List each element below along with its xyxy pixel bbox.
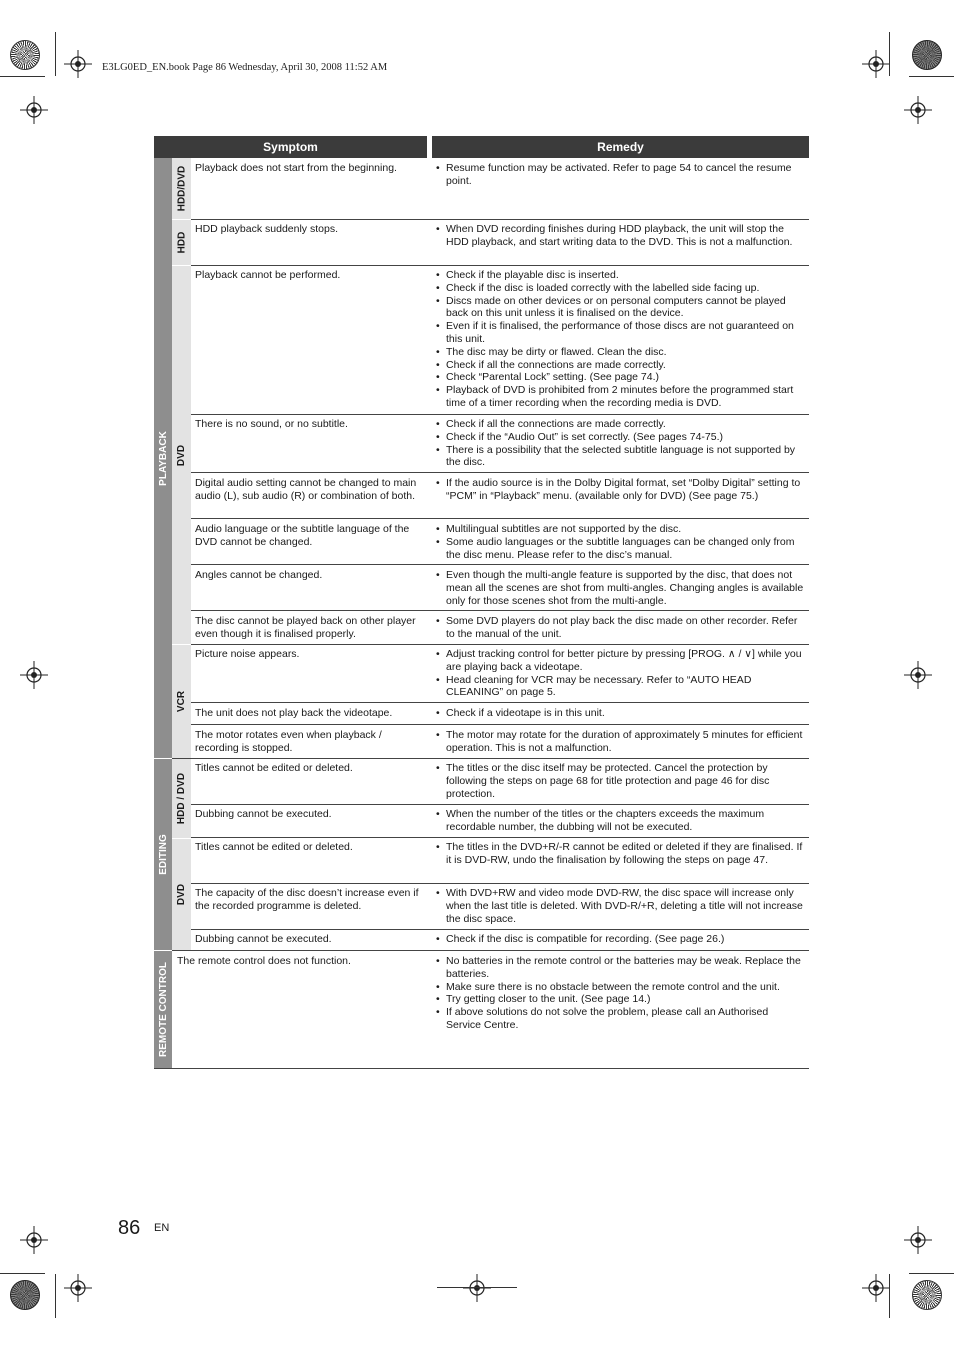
remedy-cell [436,808,806,834]
remedy-item: • Check if a videotape is in this unit. [436,707,806,720]
remedy-item: • If above solutions do not solve the problem, please call an Authorised Service Centre. [436,1006,806,1032]
remedy-item: • Playback of DVD is prohibited from 2 minutes before the programmed start time of a timer recording when the recording media is DVD. [436,384,806,410]
symptom-text: Titles cannot be edited or deleted. [195,762,353,774]
remedy-cell [436,841,806,867]
remedy-item: • The disc may be dirty or flawed. Clean the disc. [436,346,806,359]
remedy-cell [436,269,806,410]
remedy-cell [436,933,806,946]
row-divider [191,610,809,611]
symptom-text: Picture noise appears. [195,648,300,660]
category-playback [154,158,172,758]
remedy-item: • Check if all the connections are made correctly. [436,418,806,431]
remedy-item: • Check “Parental Lock” setting. (See page 74.) [436,371,806,384]
symptom-text: The motor rotates even when playback / recording is stopped. [195,729,382,754]
page-header: E3LG0ED_EN.book Page 86 Wednesday, April 30, 2008 11:52 AM [102,62,388,73]
remedy-item: • Try getting closer to the unit. (See page 14.) [436,993,806,1006]
row-divider [172,758,809,759]
symptom-text: The remote control does not function. [177,955,351,967]
category-editing [154,759,172,950]
print-registration-burst [10,1280,40,1310]
remedy-item: • Check if the disc is compatible for recording. (See page 26.) [436,933,806,946]
remedy-item: • When the number of the titles or the chapters exceeds the maximum recordable number, the dubbing will not be executed. [436,808,806,834]
symptom-text: The unit does not play back the videotape. [195,707,393,719]
symptom-text: HDD playback suddenly stops. [195,223,338,235]
trim-line [909,1273,954,1274]
symptom-text: Angles cannot be changed. [195,569,323,581]
row-divider [191,518,809,519]
remedy-item: • Resume function may be activated. Refer to page 54 to cancel the resume point. [436,162,806,188]
print-registration-burst [912,40,942,70]
remedy-cell [436,569,806,607]
remedy-item: • Check if the disc is loaded correctly with the labelled side facing up. [436,282,806,295]
remedy-cell [436,648,806,699]
trim-line [55,32,56,76]
symptom-text: Playback cannot be performed. [195,269,341,281]
symptom-text: Playback does not start from the beginning. [195,162,397,174]
remedy-cell [436,477,806,503]
category-label: PLAYBACK [157,430,169,486]
trim-line [889,32,890,76]
remedy-cell [436,523,806,561]
subcategory-label: HDD/DVD [176,165,187,212]
crosshair-icon [20,96,48,124]
row-divider [191,265,809,266]
remedy-cell [436,762,806,800]
print-registration-burst [912,1280,942,1310]
print-registration-burst [10,40,40,70]
trim-line [55,1274,56,1318]
remedy-item: • Head cleaning for VCR may be necessary. Refer to “AUTO HEAD CLEANING” on page 5. [436,674,806,700]
symptom-text: Dubbing cannot be executed. [195,808,332,820]
table-bottom-border [154,1068,809,1069]
crosshair-icon [64,50,92,78]
remedy-item: • No batteries in the remote control or the batteries may be weak. Replace the batteries. [436,955,806,981]
row-divider [191,804,809,805]
crosshair-icon [463,1274,491,1302]
symptom-text: The disc cannot be played back on other player even though it is finalised properly. [195,615,416,640]
page-number: 86 [118,1217,141,1239]
trim-line [0,1273,45,1274]
row-divider [191,883,809,884]
subcategory-label: DVD [176,883,187,906]
crosshair-icon [20,661,48,689]
remedy-cell [436,887,806,925]
remedy-item: • Multilingual subtitles are not supported by the disc. [436,523,806,536]
row-divider [191,837,809,838]
subcategory-label: HDD / DVD [176,772,187,825]
remedy-item: • Even though the multi-angle feature is supported by the disc, that does not mean all the scenes are shot from multi-angles. Changing angles is available only for those scenes shot from the multi-angle. [436,569,806,607]
remedy-item: • Some audio languages or the subtitle languages can be changed only from the disc menu. Please refer to the disc’s manual. [436,536,806,562]
remedy-cell [436,418,806,469]
trim-line [909,76,954,77]
crosshair-icon [904,96,932,124]
remedy-item: • The motor may rotate for the duration of approximately 5 minutes for efficient operation. This is not a malfunction. [436,729,806,755]
trim-line [0,76,45,77]
row-divider [191,414,809,415]
remedy-item: • Check if all the connections are made correctly. [436,359,806,372]
remedy-item: • Make sure there is no obstacle between the remote control and the unit. [436,981,806,994]
crosshair-icon [904,661,932,689]
row-divider [191,724,809,725]
crosshair-icon [862,50,890,78]
remedy-cell [436,223,806,249]
subcategory-label: HDD [176,231,188,254]
remedy-item: • With DVD+RW and video mode DVD-RW, the disc space will increase only when the last title is deleted. With DVD-R/+R, deleting a title will not increase the disc space. [436,887,806,925]
subcategory-hdd [172,220,191,265]
category-label: REMOTE CONTROL [157,962,169,1057]
crosshair-icon [64,1274,92,1302]
row-divider [191,644,809,645]
remedy-item: • The titles in the DVD+R/-R cannot be edited or deleted if they are finalised. If it is DVD-RW, undo the finalisation by following the steps on page 47. [436,841,806,867]
remedy-cell [436,955,806,1032]
crosshair-icon [20,1226,48,1254]
subcategory-vcr [172,645,191,758]
row-divider [191,472,809,473]
subcategory-label: DVD [176,444,187,466]
trim-line [889,1274,890,1318]
remedy-item: • Discs made on other devices or on personal computers cannot be played back on this unit unless it is finalised on the device. [436,295,806,321]
remedy-item: • The titles or the disc itself may be protected. Cancel the protection by following the steps on page 68 for title protection and page 46 for disc protection. [436,762,806,800]
row-divider [191,929,809,930]
category-remote-control [154,951,172,1068]
remedy-item: • Adjust tracking control for better picture by pressing [PROG. ∧ / ∨] while you are playing back a videotape. [436,648,806,674]
category-label: EDITING [157,834,169,875]
remedy-item: • When DVD recording finishes during HDD playback, the unit will stop the HDD playback, and start writing data to the DVD. This is not a malfunction. [436,223,806,249]
trim-line [437,1287,517,1288]
remedy-item: • Check if the playable disc is inserted. [436,269,806,282]
symptom-text: There is no sound, or no subtitle. [195,418,348,430]
remedy-item: • Some DVD players do not play back the disc made on other recorder. Refer to the manual of the unit. [436,615,806,641]
remedy-cell [436,729,806,755]
symptom-header: Symptom [154,136,427,158]
row-divider [191,702,809,703]
symptom-text: Audio language or the subtitle language of the DVD cannot be changed. [195,523,410,548]
subcategory-label: VCR [176,690,187,713]
remedy-item: • There is a possibility that the selected subtitle language is not supported by the disc. [436,444,806,470]
subcategory-hdd-dvd-editing [172,759,191,838]
subcategory-dvd [172,266,191,644]
subcategory-dvd-editing [172,839,191,950]
remedy-cell [436,162,806,188]
symptom-text: Titles cannot be edited or deleted. [195,841,353,853]
remedy-item: • Even if it is finalised, the performance of those discs are not guaranteed on this unit. [436,320,806,346]
page-language: EN [154,1222,170,1234]
row-divider [172,950,809,951]
symptom-text: Digital audio setting cannot be changed to main audio (L), sub audio (R) or combination of both. [195,477,417,502]
crosshair-icon [862,1274,890,1302]
remedy-item: • If the audio source is in the Dolby Digital format, set “Dolby Digital” setting to “PCM” in “Playback” menu. (available only for DVD) (See page 75.) [436,477,806,503]
row-divider [191,564,809,565]
remedy-item: • Check if the “Audio Out” is set correctly. (See pages 74-75.) [436,431,806,444]
subcategory-hdd-dvd [172,158,191,219]
symptom-text: Dubbing cannot be executed. [195,933,332,945]
row-divider [191,219,809,220]
remedy-header: Remedy [432,136,809,158]
remedy-cell [436,707,806,720]
symptom-text: The capacity of the disc doesn’t increase even if the recorded programme is deleted. [195,887,419,912]
remedy-cell [436,615,806,641]
crosshair-icon [904,1226,932,1254]
